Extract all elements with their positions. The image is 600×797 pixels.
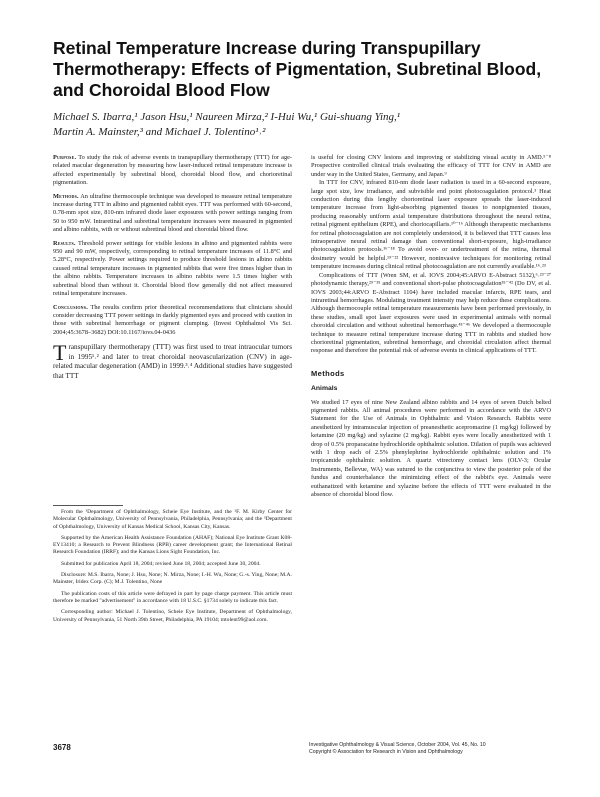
footnote-corresponding: Corresponding author: Michael J. Tolentino, Scheie Eye Institute, Department of Ophthalmology, University of Pennsylvania, 51 North 39th Street, Philadelphia, PA 19104; mtolent99@aol.com. [53,609,292,623]
body-paragraph: Complications of TTT (Wren SM, et al. IOVS 2004;45:ARVO E-Abstract 5132),⁶˒²³⁻²⁷ photodynamic therapy,²⁹⁻³⁵ and conventional short-pulse photocoagulation³⁵⁻⁴² (Do DV, et al. IOVS 2003;44:ARVO E-Abstract 1104) have included macular infarcts, RPE tears, and intraretinal hemorrhages. Modulating treatment intensity may help reduce these complications. Although thermocouple retinal temperature measurements have been performed previously, in these studies, small spot laser exposures were used in experimental animals with normal choroidal circulation and without subretinal hemorrhage.⁴³⁻⁴⁶ We developed a thermocouple technique to measure retinal temperature increase during TTT in rabbits and studied how chorioretinal pigmentation, subretinal hemorrhage, and choroidal circulation affect thermal response and therefore the potential risk of adverse events in clinical applications of TTT. [311,271,551,355]
copyright-line: Copyright © Association for Research in Vision and Ophthalmology [309,749,463,755]
animals-subheading: Animals [311,385,338,393]
footnote-dates: Submitted for publication April 18, 2004; revised June 18, 2004; accepted June 30, 2004. [61,560,261,567]
footnote-support: Supported by the American Health Assistance Foundation (AHAF); National Eye Institute Grant K08-EY13410; a Research to Prevent Blindness (RPB) career development grant; the International Retinal Research Foundation (IRRF); and the Kansas Lions Sight Foundation, Inc. [53,534,292,556]
methods-text: An ultrafine thermocouple technique was developed to measure retinal temperature increase during TTT in albino and pigmented rabbit eyes. TTT was performed with 60-second, 0.78-mm spot size, 810-nm infrared diode laser exposures with power settings ranging from 50 to 950 mW. Intraretinal and subretinal temperature increases were measured in pigmented and albino rabbits, with or without subretinal blood and choroidal blood flow. [53,192,292,234]
abstract-methods [53,193,292,235]
intro-text: ranspupillary thermotherapy (TTT) was first used to treat intraocular tumors in 1995¹˒² and later to treat choroidal neovascularization (CNV) in age-related macular degeneration (AMD) in 1999.³˒⁴ Additional studies have suggested that TTT [53,343,292,380]
author-line-1: Michael S. Ibarra,¹ Jason Hsu,¹ Naureen Mirza,² I-Hui Wu,¹ Gui-shuang Ying,¹ [53,111,401,123]
introduction-paragraph [53,340,292,381]
journal-footer [309,742,559,756]
page-number: 3678 [53,743,71,752]
right-column [311,154,551,499]
author-list [53,110,553,140]
journal-citation: Investigative Ophthalmology & Visual Science, October 2004, Vol. 45, No. 10 [309,742,486,748]
animals-paragraph: We studied 17 eyes of nine New Zealand albino rabbits and 14 eyes of seven Dutch belted pigmented rabbits. All animal procedures were performed in accordance with the ARVO Statement for the Use of Animals in Ophthalmic and Vision Research. Rabbits were anesthetized by intramuscular injection of preanesthetic acepromazine (1 mg/kg) followed by ketamine (20 mg/kg) and xylazine (2 mg/kg). Rabbit eyes were locally anesthetized with 1 drop of 0.5% proparacaine hydrochloride ophthalmic solution. Dilation of pupils was achieved with 1 drop each of 2.5% phenylephrine hydrochloride ophthalmic solution and 1% tropicamide ophthalmic solution. A quartz vitrectomy contact lens (OLV-3; Ocular Instruments, Bellevue, WA) was sutured to the conjunctiva to view the posterior pole of the fundus and counterbalance the minimizing effect of the rabbit's eye. Animals were euthanatized with ketamine and xylazine before the effects of TTT were evaluated in the absence of choroidal blood flow. [311,398,551,499]
body-paragraph: is useful for closing CNV lesions and improving or stabilizing visual acuity in AMD.⁵⁻⁸ Prospective controlled clinical trials evaluating the efficacy of TTT for CNV in AMD are under way in the United States, Germany, and Japan.⁹ [311,154,551,178]
conclusions-text: The results confirm prior theoretical recommendations that clinicians should consider decreasing TTT power settings in darkly pigmented eyes and proceed with caution in those with subretinal hemorrhage or pigment clumping. (Invest Ophthalmol Vis Sci. 2004;45:3678–3682) DOI:10.1167/iovs.04-0436 [53,303,292,336]
footnote-divider [53,505,123,506]
purpose-text: To study the risk of adverse events in transpupillary thermotherapy (TTT) for age-related macular degeneration by measuring how laser-induced retinal temperature increase is affected experimentally by subretinal blood, choroidal blood flow, and chorioretinal pigmentation. [53,154,292,187]
body-paragraph: In TTT for CNV, infrared 810-nm diode laser radiation is used in a 60-second exposure, large spot size, low irradiance, and subvisible end point photocoagulation protocol.³ Heat conduction during this lengthy chorioretinal laser exposure spreads the laser-induced temperature increase from light-absorbing pigmented tissues to nonpigmented tissues, producing reasonably uniform axial temperature distributions throughout the neural retina, retinal pigment epithelium (RPE), and choriocapillaris.¹⁰⁻¹⁶ Although therapeutic mechanisms for retinal photocoagulation are not completely understood, it is believed that TTT causes less intraoperative neural retinal damage than conventional short-exposure, high-irradiance photocoagulation protocols.¹⁶⁻¹⁸ To avoid over- or undertreatment of the retina, thermal dosimetry would be helpful.¹⁹⁻²² However, noninvasive techniques for monitoring retinal temperature increases during clinical retinal photocoagulation are not currently available.¹⁶˒²³ [311,179,551,271]
conclusions-label: Conclusions. [53,303,88,311]
abstract-purpose [53,154,292,188]
drop-cap: T [53,340,67,366]
abstract-results [53,240,292,299]
left-column [53,154,292,382]
methods-section-heading: Methods [311,368,345,378]
results-label: Results. [53,239,76,247]
results-text: Threshold power settings for visible lesions in albino and pigmented rabbits were 950 and 90 mW, respectively, corresponding to retinal temperature increases of 11.8°C and 5.28°C, respectively. Power settings required to produce threshold lesions in albino rabbits caused retinal temperature increases in pigmented rabbits that were five times higher than in the albino rabbits. Temperature increases in albino rabbits were 1.5 times higher with subretinal blood than without it. Choroidal blood flow generally did not affect measured retinal temperature increases. [53,239,292,298]
article-title: Retinal Temperature Increase during Transpupillary Thermotherapy: Effects of Pigmentation, Subretinal Blood, and Choroidal Blood Flow [53,38,542,100]
footnote-charges: The publication costs of this article were defrayed in part by page charge payment. This article must therefore be marked "advertisement" in accordance with 18 U.S.C. §1734 solely to indicate this fact. [53,590,292,604]
footnote-disclosure: Disclosure: M.S. Ibarra, None; J. Hsu, None; N. Mirza, None; I.-H. Wu, None; G.-s. Ying, None; M.A. Mainster, Iridex Corp. (C); M.J. Tolentino, None [53,572,292,586]
author-line-2: Martin A. Mainster,³ and Michael J. Tolentino¹˒² [53,126,266,138]
abstract-conclusions [53,304,292,338]
footnotes [53,509,292,628]
footnote-affiliation: From the ¹Department of Ophthalmology, Scheie Eye Institute, and the ²F. M. Kirby Center for Molecular Ophthalmology, University of Pennsylvania, Philadelphia, Pennsylvania; and the ³Department of Ophthalmology, University of Kansas Medical School, Kansas City, Kansas. [53,509,292,530]
methods-label: Methods. [53,192,79,200]
purpose-label: Purpose. [53,154,77,161]
